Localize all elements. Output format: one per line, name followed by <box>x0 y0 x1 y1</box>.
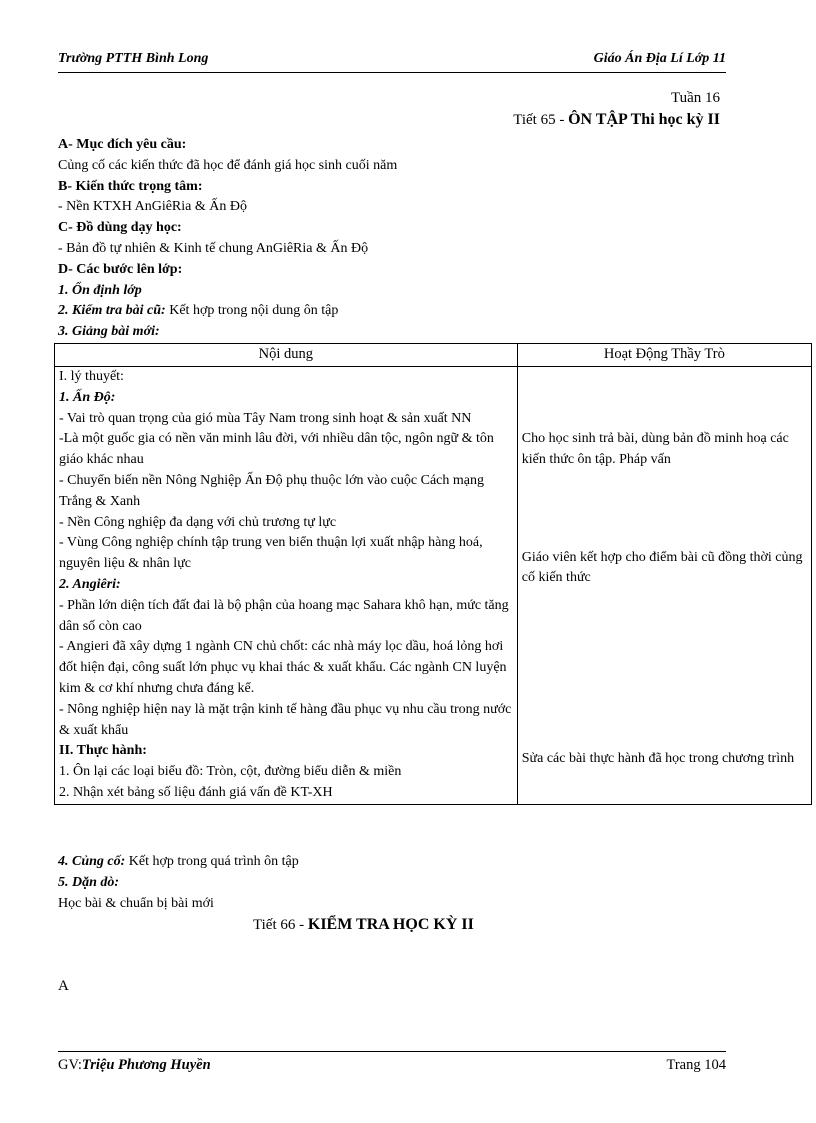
practice-title: II. Thực hành: <box>59 743 147 759</box>
step-4-label: 4. Củng cố: <box>58 854 126 869</box>
activity-item: Cho học sinh trả bài, dùng bản đồ minh hoạ các kiến thức ôn tập. Pháp vấn <box>521 431 789 467</box>
lesson-plan-intro <box>58 135 726 343</box>
gv-label: GV: <box>58 1057 82 1073</box>
step-2-label: 2. Kiểm tra bài cũ: <box>58 303 166 319</box>
list-item: - Vùng Công nghiệp chính tập trung ven biển thuận lợi xuất nhập hàng hoá, nguyên liệu & nhân lực <box>59 535 483 572</box>
list-item: - Phần lớn diện tích đất đai là bộ phận của hoang mạc Sahara khô hạn, mức tăng dân số còn cao <box>59 597 509 634</box>
list-item: 2. Nhận xét bảng số liệu đánh giá vấn đề KT-XH <box>59 784 333 800</box>
theory-title: I. lý thuyết: <box>59 369 124 384</box>
table-row <box>55 367 812 805</box>
activity-item: Sửa các bài thực hành đã học trong chương trình <box>521 751 795 767</box>
step-3: 3. Giảng bài mới: <box>58 324 160 340</box>
page-footer <box>58 1057 726 1074</box>
week-label: Tuần 16 <box>670 90 720 106</box>
section-b-title: B- Kiến thức trọng tâm: <box>58 178 203 194</box>
lesson-66-prefix: Tiết 66 - <box>253 917 308 933</box>
closing-steps <box>58 852 726 914</box>
list-item: - Chuyển biến nền Nông Nghiệp Ấn Độ phụ thuộc lớn vào cuộc Cách mạng Trắng & Xanh <box>59 472 484 509</box>
lesson-65-name: ÔN TẬP Thi học kỳ II <box>568 111 720 128</box>
lesson-66-title <box>253 916 474 934</box>
school-name: Trường PTTH Bình Long <box>58 51 209 66</box>
activity-cell <box>517 367 811 805</box>
section-d-title: D- Các bước lên lớp: <box>58 261 183 277</box>
step-2-text: Kết hợp trong nội dung ôn tập <box>165 303 339 319</box>
section-a-title: A- Mục đích yêu cầu: <box>58 137 187 152</box>
homework-text: Học bài & chuẩn bị bài mới <box>58 895 214 911</box>
step-2 <box>58 301 726 322</box>
lesson-65-title <box>513 111 720 129</box>
table-header-row <box>55 344 812 367</box>
step-4 <box>58 852 726 873</box>
content-table <box>54 343 812 805</box>
section-b-text: - Nền KTXH AnGiêRia & Ấn Độ <box>58 199 247 215</box>
list-item: -Là một guốc gia có nền văn minh lâu đời, với nhiều dân tộc, ngôn ngữ & tôn giáo khác nhau <box>59 431 494 468</box>
lesson-65-prefix: Tiết 65 - <box>513 112 569 128</box>
header-divider <box>58 72 726 73</box>
page-header <box>58 51 726 67</box>
section-c-title: C- Đồ dùng dạy học: <box>58 220 182 236</box>
list-item: - Angieri đã xây dựng 1 ngành CN chủ chốt: các nhà máy lọc dầu, hoá lỏng hơi đốt hiện đại, công suất lớn phục vụ khai thác & xuất khẩu. Các ngành CN luyện kim & cơ khí nhưng chưa đáng kể. <box>59 639 507 696</box>
step-4-text: Kết hợp trong quá trình ôn tập <box>125 854 299 869</box>
list-item: - Nền Công nghiệp đa dạng với chủ trương tự lực <box>59 514 337 530</box>
activity-item: Giáo viên kết hợp cho điểm bài cũ đồng thời củng cố kiến thức <box>521 549 803 586</box>
subject-title: Giáo Án Địa Lí Lớp 11 <box>593 51 726 66</box>
content-cell <box>55 367 518 805</box>
teacher-name: Triệu Phương Huyền <box>81 1057 211 1073</box>
section-letter: A <box>58 978 69 994</box>
step-1: 1. Ổn định lớp <box>58 282 142 298</box>
section-a-text: Củng cố các kiến thức đã học để đánh giá học sinh cuối năm <box>58 157 398 173</box>
footer-divider <box>58 1051 726 1052</box>
algeria-title: 2. Angiêri: <box>59 576 121 592</box>
header-content: Nội dung <box>55 344 518 367</box>
india-title: 1. Ấn Độ: <box>59 389 116 405</box>
list-item: 1. Ôn lại các loại biểu đồ: Tròn, cột, đường biểu diễn & miền <box>59 764 402 780</box>
list-item: - Vai trò quan trọng của gió mùa Tây Nam trong sinh hoạt & sản xuất NN <box>59 410 472 426</box>
lesson-66-name: KIỂM TRA HỌC KỲ II <box>307 916 474 933</box>
list-item: - Nông nghiệp hiện nay là mặt trận kinh tế hàng đầu phục vụ nhu cầu trong nước & xuất khẩu <box>59 701 512 738</box>
header-activity: Hoạt Động Thầy Trò <box>517 344 811 367</box>
page-number: Trang 104 <box>666 1057 726 1073</box>
step-5: 5. Dặn dò: <box>58 874 120 890</box>
section-c-text: - Bản đồ tự nhiên & Kinh tế chung AnGiêRia & Ấn Độ <box>58 240 369 256</box>
